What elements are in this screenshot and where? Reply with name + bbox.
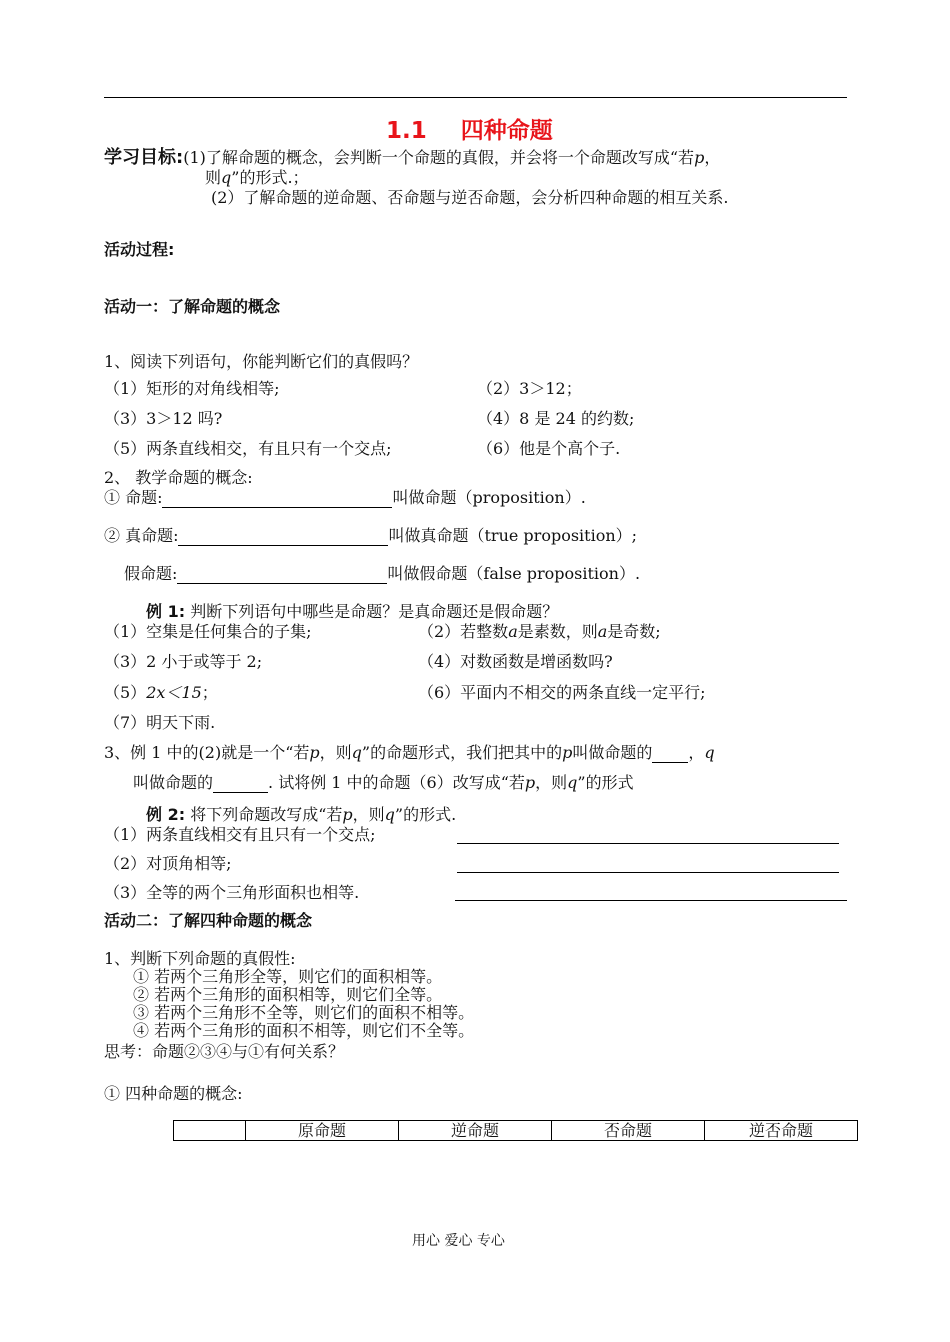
case-2: ② 若两个三角形的面积相等，则它们全等。	[133, 985, 443, 1004]
definition-false: 假命题: 叫做假命题（false proposition）.	[124, 564, 641, 583]
example-1-item-7: （7）明天下雨.	[104, 713, 216, 732]
question-3-line1: 3、例 1 中的(2)就是一个“若p，则q”的命题形式，我们把其中的p叫做命题的 ，q	[104, 743, 715, 762]
question-1: 1、阅读下列语句，你能判断它们的真假吗？	[104, 352, 419, 371]
table-header-cell: 逆命题	[399, 1121, 552, 1141]
blank-true-proposition[interactable]	[178, 528, 388, 546]
goals-label: 学习目标:	[104, 147, 184, 168]
example-1-prompt: 例 1: 判断下列语句中哪些是命题？是真命题还是假命题？	[146, 602, 559, 621]
example-1-item-4: （4）对数函数是增函数吗?	[418, 652, 613, 671]
definition-proposition: ① 命题: 叫做命题（proposition）.	[104, 488, 586, 507]
case-1: ① 若两个三角形全等，则它们的面积相等。	[133, 967, 443, 986]
example-2-item-1: （1）两条直线相交有且只有一个交点;	[104, 825, 376, 844]
answer-line-3[interactable]	[455, 900, 847, 901]
page-footer: 用心 爱心 专心	[412, 1233, 505, 1249]
header-rule	[104, 97, 847, 98]
statement-1: （1）矩形的对角线相等;	[104, 379, 280, 398]
case-3: ③ 若两个三角形不全等，则它们的面积不相等。	[133, 1003, 475, 1022]
statement-4: （4）8 是 24 的约数;	[477, 409, 635, 428]
statement-3: （3）3＞12 吗?	[104, 409, 223, 428]
goal-1-text: (1)了解命题的概念，会判断一个命题的真假，并会将一个命题改写成“若	[183, 148, 695, 167]
title-text: 四种命题	[460, 118, 553, 144]
goal-2-text: (2）了解命题的逆命题、否命题与逆否命题，会分析四种命题的相互关系.	[211, 188, 729, 207]
goals-line2: 则q”的形式.；	[205, 168, 309, 187]
activity2-question-1: 1、判断下列命题的真假性:	[104, 949, 296, 968]
blank-condition[interactable]	[652, 745, 688, 763]
four-propositions-concept: ① 四种命题的概念:	[104, 1084, 243, 1103]
table-header-cell	[174, 1121, 246, 1141]
question-3-line2: 叫做命题的 . 试将例 1 中的命题（6）改写成“若p，则q”的形式	[133, 773, 634, 792]
example-2-item-3: （3）全等的两个三角形面积也相等.	[104, 883, 360, 902]
answer-line-1[interactable]	[457, 843, 839, 844]
statement-5: （5）两条直线相交，有且只有一个交点;	[104, 439, 392, 458]
question-2: 2、 教学命题的概念:	[104, 468, 253, 487]
process-heading: 活动过程:	[104, 240, 175, 259]
answer-line-2[interactable]	[457, 872, 839, 873]
page-title	[386, 117, 553, 146]
activity2-heading: 活动二：了解四种命题的概念	[104, 911, 313, 930]
example-2-item-2: （2）对顶角相等;	[104, 854, 232, 873]
title-number: 1.1	[386, 118, 427, 144]
activity1-heading: 活动一：了解命题的概念	[104, 297, 281, 316]
blank-proposition[interactable]	[162, 490, 392, 508]
blank-false-proposition[interactable]	[177, 566, 387, 584]
definition-true: ② 真命题: 叫做真命题（true proposition）;	[104, 526, 638, 545]
four-propositions-table	[173, 1120, 858, 1141]
statement-2: （2）3＞12；	[477, 379, 582, 398]
statement-6: （6）他是个高个子.	[477, 439, 621, 458]
example-1-item-1: （1）空集是任何集合的子集;	[104, 622, 312, 641]
example-1-item-5: （5）2x＜15；	[104, 683, 218, 702]
table-header-cell: 逆否命题	[705, 1121, 858, 1141]
think-question: 思考：命题②③④与①有何关系？	[104, 1042, 345, 1061]
example-1-item-3: （3）2 小于或等于 2;	[104, 652, 263, 671]
table-header-cell: 否命题	[552, 1121, 705, 1141]
example-2-prompt: 例 2: 将下列命题改写成“若p，则q”的形式.	[146, 805, 457, 824]
table-header-cell: 原命题	[246, 1121, 399, 1141]
example-1-item-2: （2）若整数a是素数，则a是奇数;	[418, 622, 661, 641]
example-1-item-6: （6）平面内不相交的两条直线一定平行;	[418, 683, 706, 702]
goals-line1: 学习目标:(1)了解命题的概念，会判断一个命题的真假，并会将一个命题改写成“若p，	[104, 147, 721, 168]
blank-conclusion[interactable]	[213, 775, 268, 793]
table-header-row	[174, 1121, 858, 1141]
case-4: ④ 若两个三角形的面积不相等，则它们不全等。	[133, 1021, 475, 1040]
